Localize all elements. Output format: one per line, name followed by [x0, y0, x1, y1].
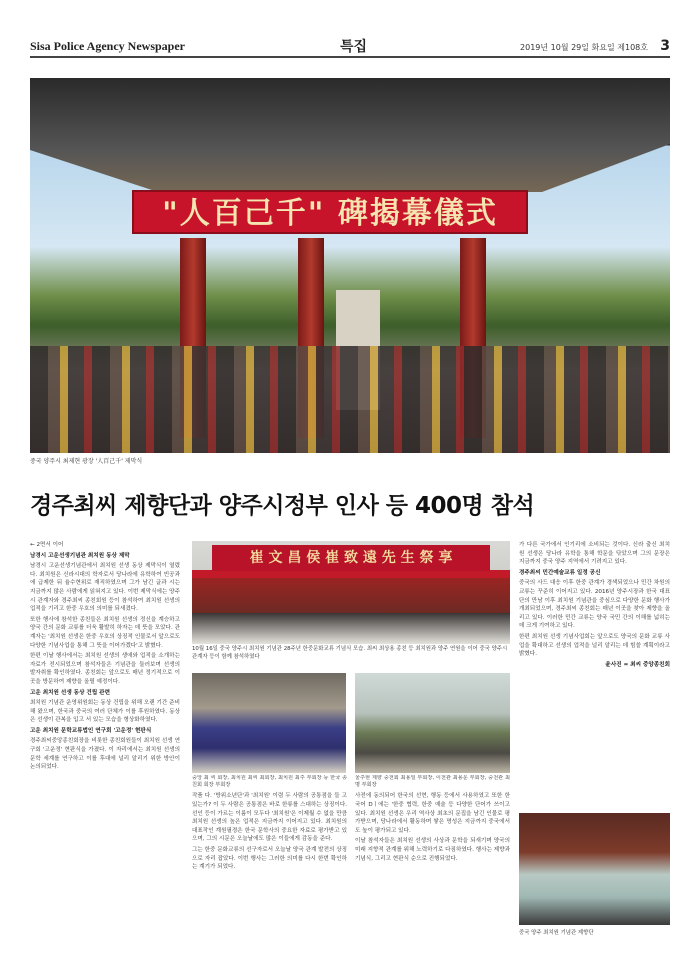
- gate-photo: [192, 541, 510, 644]
- article-lead: ← 2면서 이어: [30, 542, 64, 548]
- article-column-2: [192, 775, 347, 961]
- article-paragraph: 한편 이날 행사에서는 최치원 선생의 생애와 업적을 소개하는 자료가 전시되었으며 참석자들은 기념관을 둘러보며 선생의 발자취를 확인하였다. 종친회는 앞으로도 매년 정기적으로 이곳을 방문하여 제향을 올릴 예정이다.: [30, 653, 180, 685]
- article-column-1: [30, 541, 180, 961]
- article-column-4: [519, 541, 670, 809]
- pavilion-roof: [30, 78, 670, 198]
- ritual-photo-caption: 중국 양주 최치원 기념관 제향단: [519, 930, 594, 936]
- robes-photo: [192, 673, 346, 773]
- ritual-photo: [519, 813, 670, 925]
- article-paragraph: 한편 최치원 선생 기념사업회는 앞으로도 양국의 문화 교류 사업을 확대하고 선생의 업적을 널리 알리는 데 힘쓸 계획이라고 밝혔다.: [519, 633, 670, 658]
- robes-photo-caption: 중앙 최 씨 회장, 최치원 최씨 최회장, 최치원 최주 부회장 등 한국 종친회 회장 부회장: [192, 775, 347, 789]
- section-title: 특집: [340, 39, 368, 55]
- article-subhead: 경주최씨 민간예술교류 일정 공신: [519, 569, 601, 576]
- article-subhead: 고운 최치원 문학교류법인 연구회 '고운정' 현판식: [30, 727, 152, 734]
- article-subhead: 고운 최치원 선생 동상 건립 관련: [30, 689, 110, 696]
- article-paragraph: 이날 참석자들은 최치원 선생의 사상과 문학을 되새기며 양국의 미래 지향적 관계를 위해 노력하기로 다짐하였다. 행사는 제향과 기념식, 그리고 현판식 순으로 진행되었다.: [355, 838, 510, 862]
- article-paragraph: 작품 다. '방위소년단'과 '최치원' 이렴 두 사람의 공통점을 들 고 있는가? 이 두 사람은 공통점은 바로 한류를 스대하는 상징이다. 선인 등이 가르는 이름이 모두다 '최치원'은 이제월 수 없을 만큼 최치원 선생의 높은 업적은 지금까지 이어지고 있다. 최치원의 대표작인 계원필경은 한국 문학사의 중요한 자료로 평가받고 있으며, 그의 시문은 오늘날에도 많은 이들에게 감동을 준다.: [192, 793, 347, 843]
- article-paragraph: 사전에 동의되어 한국의 선현, 행동 등에서 사용하였고 또한 한국어 Dㅣ에는 '한중 협력, 한중 예술 등 다양한 단어가 쓰이고 있다. 최치원 선생은 우리 역사상 최초의 문집을 남긴 인물로 평가받으며, 당나라에서 활동하며 쌓은 명성은 지금까지 중국에서도 높이 평가되고 있다.: [355, 793, 510, 834]
- crowd-attendees: [30, 346, 670, 453]
- statue-photo: [355, 673, 510, 773]
- issue-date: 2019년 10월 29일 화요일 제108호: [520, 43, 648, 52]
- page-header: [30, 36, 670, 58]
- article-column-3: [355, 775, 510, 961]
- article-paragraph: 또한 행사에 참석한 종친들은 최치원 선생의 정신을 계승하고 양국 간의 문화 교류를 더욱 활발히 하자는 데 뜻을 모았다. 관계자는 '최치원 선생은 한중 우호의 상징적 인물로서 앞으로도 다양한 기념사업을 통해 그 뜻을 이어가겠다'고 밝혔다.: [30, 616, 180, 649]
- newspaper-name: Sisa Police Agency Newspaper: [30, 39, 185, 53]
- gate-photo-caption: 10월 16일 중국 양주시 최치원 기념관 28주년 한중문화교류 기념식 모습. 최씨 최상용 종친 등 최치원과 양주 연원을 이어 중국 양주시 관계자 등이 함께 참석하였다: [192, 646, 508, 660]
- main-photo-caption: 중국 양주시 최제현 광장 '人百己千' 제막식: [30, 458, 143, 465]
- article-paragraph: 중국의 사드 대응 이후 한중 관계가 경색되었으나 민간 차원의 교류는 꾸준히 이어지고 있다. 2016년 양주시장과 한국 대표단의 만남 이후 최치원 기념관을 중심으로 다양한 문화 행사가 개최되었으며, 경주최씨 종친회는 매년 이곳을 찾아 제향을 올리고 있다. 이러한 민간 교류는 양국 국민 간의 이해를 넓히는 데 크게 기여하고 있다.: [519, 580, 670, 630]
- article-paragraph: 그는 한중 문화교류의 선구자로서 오늘날 양국 관계 발전의 상징으로 자리 잡았다. 이번 행사는 그러한 의미를 다시 한번 확인하는 계기가 되었다.: [192, 846, 347, 871]
- article-paragraph: 최치원 기념관 운영위원회는 동상 건립을 위해 오랜 기간 준비해 왔으며, 한국과 중국의 여러 단체가 이를 후원하였다. 동상은 선생이 관복을 입고 서 있는 모습을 형상화하였다.: [30, 700, 180, 724]
- article-paragraph: 남경시 고운선생기념관에서 최치원 선생 동상 제막식이 열렸다. 최치원은 신라시대의 학자로서 당나라에 유학하여 빈공과에 급제한 뒤 율수현위로 재직하였으며 그가 남긴 글과 시는 지금까지 많은 사람에게 읽혀지고 있다. 이번 제막식에는 양주시 관계자와 경주최씨 종친회원 등이 참석하여 최치원 선생의 업적을 기리고 한중 우호의 의미를 되새겼다.: [30, 563, 180, 613]
- statue-photo-caption: 울주현 제향 중천회 최용일 부회장, 이천관 최용운 부회장, 중천관 최명 부회장: [355, 775, 510, 789]
- article-paragraph: 경주최씨중앙종친회장을 비롯한 종친회원들이 최치원 선생 연구회 '고운정' 현판식을 가졌다. 이 자리에서는 최치원 선생의 문학 세계를 연구하고 이를 후대에 널리 알리기 위한 방안이 논의되었다.: [30, 738, 180, 771]
- article-subhead: 남경시 고운선생기념관 최치원 동상 제막: [30, 552, 130, 559]
- photo-credit: 윤사진 = 최씨 중앙종친회: [605, 661, 670, 668]
- page-number: 3: [660, 38, 670, 54]
- ceremony-banner: "人百己千" 碑揭幕儀式: [132, 190, 528, 234]
- main-photo-ceremony: [30, 78, 670, 453]
- headline: 경주최씨 제향단과 양주시정부 인사 등 400명 참석: [30, 493, 535, 519]
- article-paragraph: 가 다른 국가에서 인기리에 소비되는 것이다. 신라 출신 최치원 선생은 당나라 유학을 통해 학문을 닦았으며 그의 문장은 지금까지 중국 양주 지역에서 기려지고 있다.: [519, 542, 670, 566]
- gate-banner: 崔 文 昌 侯 崔 致 遠 先 生 祭 享: [212, 545, 490, 571]
